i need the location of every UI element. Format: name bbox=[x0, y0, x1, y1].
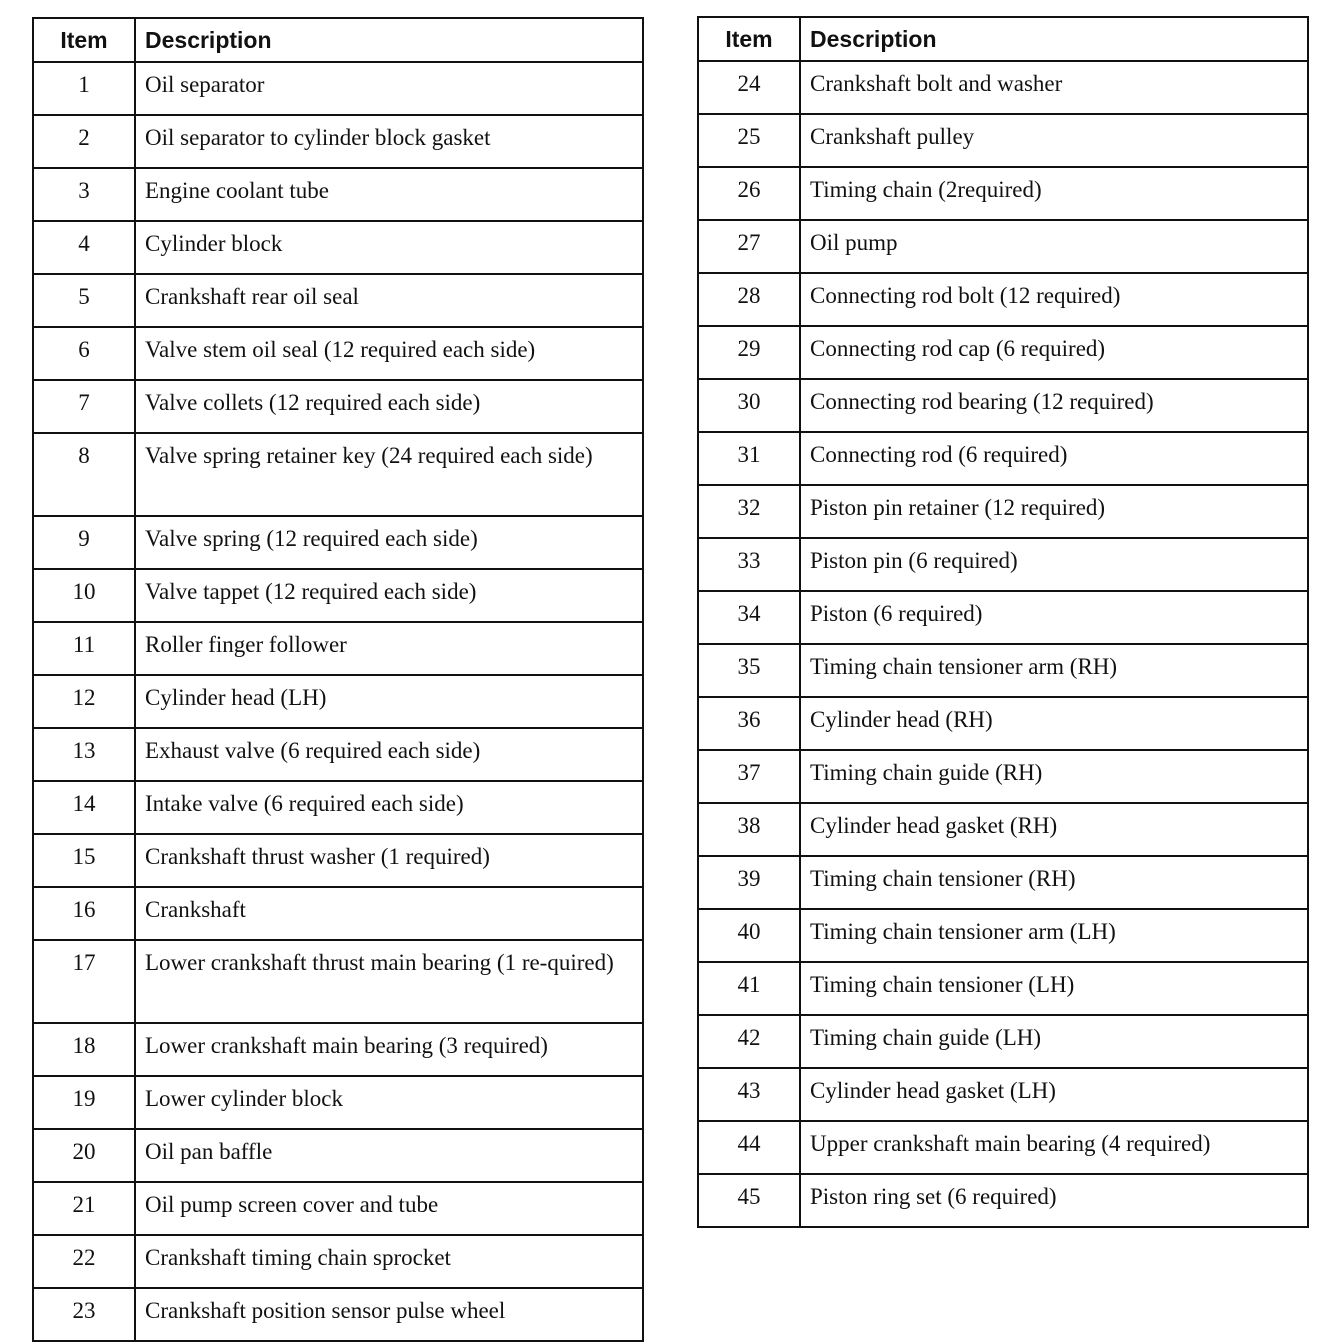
item-description: Oil pump bbox=[800, 220, 1308, 273]
item-number: 18 bbox=[33, 1023, 135, 1076]
item-number: 22 bbox=[33, 1235, 135, 1288]
item-number: 29 bbox=[698, 326, 800, 379]
item-number: 34 bbox=[698, 591, 800, 644]
item-description: Valve tappet (12 required each side) bbox=[135, 569, 643, 622]
item-number: 16 bbox=[33, 887, 135, 940]
item-column-header: Item bbox=[698, 17, 800, 61]
table-row bbox=[33, 1235, 643, 1288]
item-number: 36 bbox=[698, 697, 800, 750]
item-number: 39 bbox=[698, 856, 800, 909]
item-description: Intake valve (6 required each side) bbox=[135, 781, 643, 834]
item-number: 27 bbox=[698, 220, 800, 273]
table-row bbox=[698, 538, 1308, 591]
item-column-header: Item bbox=[33, 18, 135, 62]
item-number: 7 bbox=[33, 380, 135, 433]
item-number: 25 bbox=[698, 114, 800, 167]
item-description: Crankshaft timing chain sprocket bbox=[135, 1235, 643, 1288]
table-row bbox=[698, 1174, 1308, 1227]
item-number: 3 bbox=[33, 168, 135, 221]
table-row bbox=[698, 1015, 1308, 1068]
table-row bbox=[698, 220, 1308, 273]
item-number: 33 bbox=[698, 538, 800, 591]
item-description: Connecting rod cap (6 required) bbox=[800, 326, 1308, 379]
item-number: 9 bbox=[33, 516, 135, 569]
item-description: Connecting rod bearing (12 required) bbox=[800, 379, 1308, 432]
table-row bbox=[698, 591, 1308, 644]
item-number: 13 bbox=[33, 728, 135, 781]
table-row bbox=[33, 781, 643, 834]
item-description: Cylinder block bbox=[135, 221, 643, 274]
item-description: Piston (6 required) bbox=[800, 591, 1308, 644]
item-number: 43 bbox=[698, 1068, 800, 1121]
item-number: 28 bbox=[698, 273, 800, 326]
description-column-header: Description bbox=[800, 17, 1308, 61]
item-description: Upper crankshaft main bearing (4 required) bbox=[800, 1121, 1308, 1174]
item-description: Connecting rod (6 required) bbox=[800, 432, 1308, 485]
item-description: Valve stem oil seal (12 required each side) bbox=[135, 327, 643, 380]
item-description: Engine coolant tube bbox=[135, 168, 643, 221]
item-description: Crankshaft bolt and washer bbox=[800, 61, 1308, 114]
table-row bbox=[33, 834, 643, 887]
table-row bbox=[698, 379, 1308, 432]
item-description: Valve spring retainer key (24 required each side) bbox=[135, 433, 643, 516]
item-number: 15 bbox=[33, 834, 135, 887]
item-description: Lower cylinder block bbox=[135, 1076, 643, 1129]
table-row bbox=[698, 1068, 1308, 1121]
table-row bbox=[33, 168, 643, 221]
item-number: 19 bbox=[33, 1076, 135, 1129]
item-number: 37 bbox=[698, 750, 800, 803]
item-number: 10 bbox=[33, 569, 135, 622]
item-number: 26 bbox=[698, 167, 800, 220]
item-description: Roller finger follower bbox=[135, 622, 643, 675]
table-row bbox=[33, 221, 643, 274]
item-number: 38 bbox=[698, 803, 800, 856]
item-number: 6 bbox=[33, 327, 135, 380]
table-row bbox=[698, 273, 1308, 326]
table-row bbox=[698, 697, 1308, 750]
item-description: Exhaust valve (6 required each side) bbox=[135, 728, 643, 781]
item-number: 12 bbox=[33, 675, 135, 728]
table-row bbox=[33, 622, 643, 675]
table-row bbox=[698, 114, 1308, 167]
item-description: Valve collets (12 required each side) bbox=[135, 380, 643, 433]
item-description: Piston pin (6 required) bbox=[800, 538, 1308, 591]
table-row bbox=[33, 569, 643, 622]
table-row bbox=[33, 1129, 643, 1182]
item-description: Lower crankshaft thrust main bearing (1 re-quired) bbox=[135, 940, 643, 1023]
item-number: 2 bbox=[33, 115, 135, 168]
description-column-header: Description bbox=[135, 18, 643, 62]
item-description: Crankshaft bbox=[135, 887, 643, 940]
item-description: Crankshaft pulley bbox=[800, 114, 1308, 167]
item-number: 23 bbox=[33, 1288, 135, 1341]
table-row bbox=[698, 485, 1308, 538]
table-row bbox=[33, 940, 643, 1023]
table-row bbox=[33, 274, 643, 327]
item-number: 4 bbox=[33, 221, 135, 274]
table-row bbox=[33, 516, 643, 569]
item-number: 31 bbox=[698, 432, 800, 485]
item-number: 20 bbox=[33, 1129, 135, 1182]
item-number: 41 bbox=[698, 962, 800, 1015]
item-description: Valve spring (12 required each side) bbox=[135, 516, 643, 569]
item-description: Connecting rod bolt (12 required) bbox=[800, 273, 1308, 326]
item-description: Crankshaft rear oil seal bbox=[135, 274, 643, 327]
table-row bbox=[33, 675, 643, 728]
item-number: 42 bbox=[698, 1015, 800, 1068]
table-row bbox=[33, 1182, 643, 1235]
parts-table-right bbox=[697, 16, 1309, 1228]
table-row bbox=[33, 380, 643, 433]
item-description: Piston pin retainer (12 required) bbox=[800, 485, 1308, 538]
table-row bbox=[698, 167, 1308, 220]
table-row bbox=[698, 803, 1308, 856]
item-number: 30 bbox=[698, 379, 800, 432]
item-number: 24 bbox=[698, 61, 800, 114]
item-description: Lower crankshaft main bearing (3 required) bbox=[135, 1023, 643, 1076]
table-header-row bbox=[698, 17, 1308, 61]
item-number: 11 bbox=[33, 622, 135, 675]
item-description: Timing chain tensioner arm (RH) bbox=[800, 644, 1308, 697]
table-row bbox=[698, 1121, 1308, 1174]
item-description: Cylinder head (RH) bbox=[800, 697, 1308, 750]
item-description: Timing chain tensioner (LH) bbox=[800, 962, 1308, 1015]
item-number: 40 bbox=[698, 909, 800, 962]
item-description: Crankshaft position sensor pulse wheel bbox=[135, 1288, 643, 1341]
table-row bbox=[698, 326, 1308, 379]
item-description: Cylinder head gasket (RH) bbox=[800, 803, 1308, 856]
table-row bbox=[698, 856, 1308, 909]
item-number: 8 bbox=[33, 433, 135, 516]
item-number: 45 bbox=[698, 1174, 800, 1227]
item-description: Cylinder head gasket (LH) bbox=[800, 1068, 1308, 1121]
item-description: Piston ring set (6 required) bbox=[800, 1174, 1308, 1227]
table-row bbox=[698, 962, 1308, 1015]
item-description: Timing chain guide (LH) bbox=[800, 1015, 1308, 1068]
item-number: 5 bbox=[33, 274, 135, 327]
table-row bbox=[33, 327, 643, 380]
table-row bbox=[33, 433, 643, 516]
table-row bbox=[33, 1076, 643, 1129]
item-description: Oil separator bbox=[135, 62, 643, 115]
item-number: 14 bbox=[33, 781, 135, 834]
item-description: Cylinder head (LH) bbox=[135, 675, 643, 728]
item-description: Oil separator to cylinder block gasket bbox=[135, 115, 643, 168]
table-row bbox=[33, 887, 643, 940]
item-number: 44 bbox=[698, 1121, 800, 1174]
item-description: Timing chain (2required) bbox=[800, 167, 1308, 220]
item-description: Timing chain tensioner (RH) bbox=[800, 856, 1308, 909]
item-description: Oil pump screen cover and tube bbox=[135, 1182, 643, 1235]
table-row bbox=[33, 62, 643, 115]
item-description: Oil pan baffle bbox=[135, 1129, 643, 1182]
table-row bbox=[33, 1023, 643, 1076]
table-row bbox=[33, 115, 643, 168]
item-number: 21 bbox=[33, 1182, 135, 1235]
table-row bbox=[698, 432, 1308, 485]
table-header-row bbox=[33, 18, 643, 62]
parts-table-left bbox=[32, 17, 644, 1342]
table-row bbox=[698, 909, 1308, 962]
item-number: 32 bbox=[698, 485, 800, 538]
table-row bbox=[698, 750, 1308, 803]
item-number: 17 bbox=[33, 940, 135, 1023]
item-number: 35 bbox=[698, 644, 800, 697]
table-row bbox=[33, 728, 643, 781]
item-description: Crankshaft thrust washer (1 required) bbox=[135, 834, 643, 887]
item-description: Timing chain tensioner arm (LH) bbox=[800, 909, 1308, 962]
table-row bbox=[698, 644, 1308, 697]
table-row bbox=[33, 1288, 643, 1341]
item-number: 1 bbox=[33, 62, 135, 115]
table-row bbox=[698, 61, 1308, 114]
item-description: Timing chain guide (RH) bbox=[800, 750, 1308, 803]
